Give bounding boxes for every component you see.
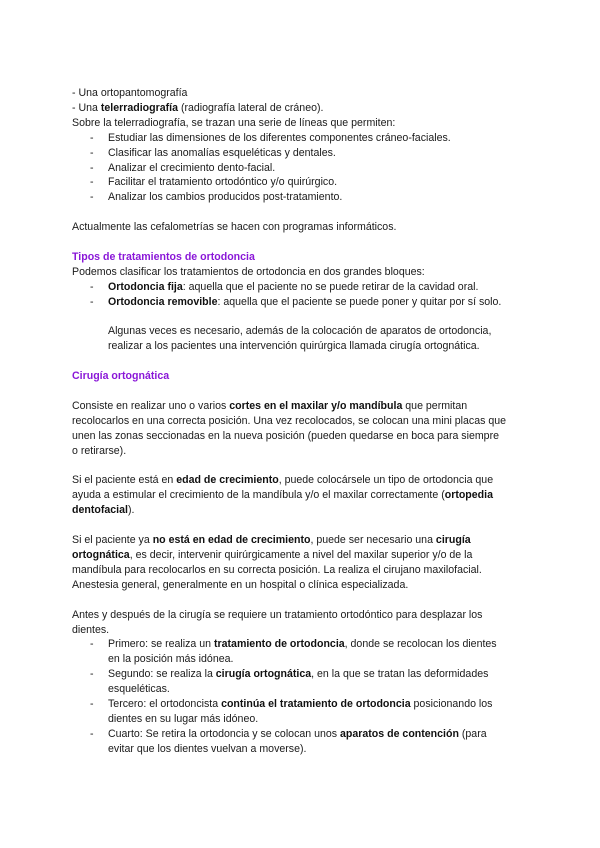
heading-tipos-tratamientos: Tipos de tratamientos de ortodoncia <box>72 250 255 263</box>
list-item: - Analizar los cambios producidos post-tratamiento. <box>90 191 343 204</box>
heading-cirugia-ortognatica: Cirugía ortognática <box>72 370 170 383</box>
list-item: - Segundo: se realiza la cirugía ortognática, en la que se tratan las deformidades esqueléticas. <box>90 668 489 696</box>
intro-line-lineas: Sobre la telerradiografía, se trazan una serie de líneas que permiten: <box>72 116 396 129</box>
cefalometrias-paragraph: Actualmente las cefalometrías se hacen con programas informáticos. <box>72 221 397 234</box>
bullet-list-fases <box>72 637 540 756</box>
list-item: - Ortodoncia fija: aquella que el paciente no se puede retirar de la cavidad oral. <box>90 280 479 293</box>
note-line-2: realizar a los pacientes una intervención quirúrgica llamada cirugía ortognática. <box>108 340 480 353</box>
note-line-1: Algunas veces es necesario, además de la colocación de aparatos de ortodoncia, <box>108 325 492 338</box>
list-item: - Clasificar las anomalías esqueléticas y dentales. <box>90 146 336 159</box>
intro-line-ortopantomografia: - Una ortopantomografía <box>72 87 188 99</box>
list-item: - Estudiar las dimensiones de los diferentes componentes cráneo-faciales. <box>90 131 451 144</box>
list-item: - Tercero: el ortodoncista continúa el tratamiento de ortodoncia posicionando los dientes en su lugar más idóneo. <box>90 698 493 725</box>
list-item: - Ortodoncia removible: aquella que el paciente se puede poner y quitar por sí solo. <box>90 295 502 308</box>
intro-line-telerradiografia: - Una telerradiografía (radiografía lateral de cráneo). <box>72 101 324 114</box>
paragraph-no-crecimiento: Si el paciente ya no está en edad de crecimiento, puede ser necesario una cirugía ortognática, es decir, intervenir quirúrgicamente a nivel del maxilar superior y/o de la mandíbula para recolocarlos en su correcta posición. La realiza el cirujano maxilofacial. Anestesia general, generalmente en un hospital o clínica especializada. <box>72 534 482 591</box>
list-item: - Primero: se realiza un tratamiento de ortodoncia, donde se recolocan los dientes en la posición más idónea. <box>90 638 497 666</box>
list-item: - Facilitar el tratamiento ortodóntico y/o quirúrgico. <box>90 176 338 189</box>
tipos-intro: Podemos clasificar los tratamientos de ortodoncia en dos grandes bloques: <box>72 265 425 278</box>
list-item: - Analizar el crecimiento dento-facial. <box>90 161 276 174</box>
paragraph-edad-crecimiento: Si el paciente está en edad de crecimiento, puede colocársele un tipo de ortodoncia que ayuda a estimular el crecimiento de la mandíbula y/o el maxilar correctamente (ortopedia dentofacial). <box>72 474 494 517</box>
bullet-list-objetivos <box>72 131 540 206</box>
paragraph-antes-despues: Antes y después de la cirugía se requiere un tratamiento ortodóntico para desplazar los dientes. <box>72 608 483 636</box>
paragraph-consiste: Consiste en realizar uno o varios cortes en el maxilar y/o mandíbula que permitan recolocarlos en una correcta posición. Una vez recolocados, se colocan una mini placas que unen las zonas seccionadas en la nueva posición (pueden quedarse en boca para siempre o retirarse). <box>72 399 506 457</box>
list-item: - Cuarto: Se retira la ortodoncia y se colocan unos aparatos de contención (para evitar que los dientes vuelvan a moverse). <box>90 727 487 755</box>
